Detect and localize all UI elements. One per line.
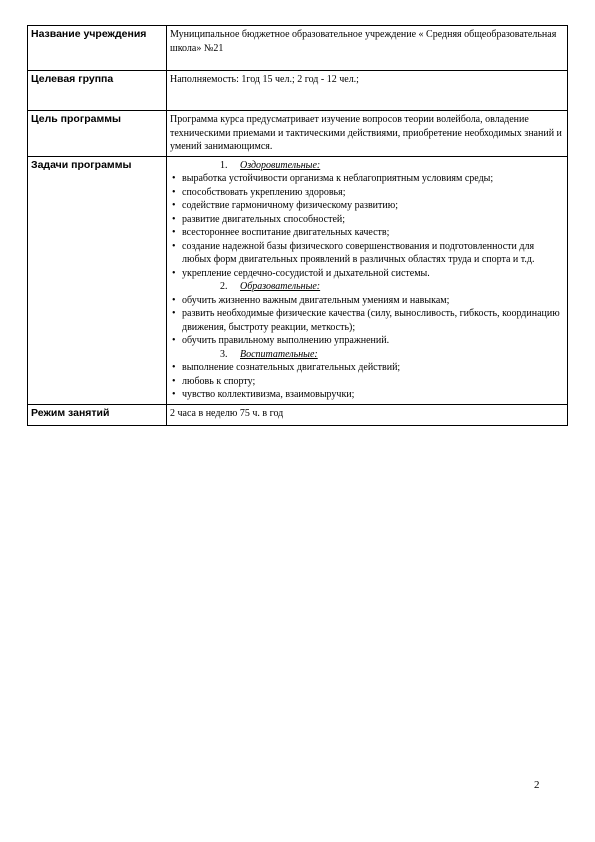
row-label-program-tasks: Задачи программы — [28, 156, 167, 404]
row-value-program-tasks — [167, 156, 568, 404]
list-item: • развить необходимые физические качества (силу, выносливость, гибкость, координацию движения, быстроту реакции, меткость); — [170, 307, 564, 334]
list-item: • создание надежной базы физического совершенствования и подготовленности для любых форм двигательных проявлений в различных областях труда и спорта и т.д. — [170, 240, 564, 267]
row-value-institution: Муниципальное бюджетное образовательное учреждение « Средняя общеобразовательная школа» №21 — [167, 26, 568, 71]
page-number: 2 — [534, 779, 540, 791]
task-list-educational — [170, 294, 564, 348]
task-list-health — [170, 172, 564, 280]
task-section-title: 1. Оздоровительные: — [220, 159, 321, 171]
table-row — [28, 111, 568, 157]
row-label-institution: Название учреждения — [28, 26, 167, 71]
list-item: • выполнение сознательных двигательных действий; — [170, 361, 564, 375]
table-row — [28, 404, 568, 425]
row-label-program-goal: Цель программы — [28, 111, 167, 157]
row-value-schedule: 2 часа в неделю 75 ч. в год — [167, 404, 568, 425]
row-value-program-goal: Программа курса предусматривает изучение вопросов теории волейбола, овладение техническими приемами и тактическими действиями, приобретение необходимых знаний и умений занимающимся. — [167, 111, 568, 157]
row-value-target-group: Наполняемость: 1год 15 чел.; 2 год - 12 чел.; — [167, 71, 568, 111]
list-item: • любовь к спорту; — [170, 375, 564, 389]
table-row — [28, 156, 568, 404]
list-item: • выработка устойчивости организма к неблагоприятным условиям среды; — [170, 172, 564, 186]
program-info-table — [27, 25, 568, 426]
task-section-title: 3. Воспитательные: — [220, 348, 318, 360]
row-label-target-group: Целевая группа — [28, 71, 167, 111]
task-list-upbringing — [170, 361, 564, 402]
list-item: • всестороннее воспитание двигательных качеств; — [170, 226, 564, 240]
table-row — [28, 26, 568, 71]
list-item: • обучить жизненно важным двигательным умениям и навыкам; — [170, 294, 564, 308]
list-item: • развитие двигательных способностей; — [170, 213, 564, 227]
list-item: • обучить правильному выполнению упражнений. — [170, 334, 564, 348]
list-item: • способствовать укреплению здоровья; — [170, 186, 564, 200]
task-section-title: 2. Образовательные: — [220, 281, 321, 292]
list-item: • содействие гармоничному физическому развитию; — [170, 199, 564, 213]
table-row — [28, 71, 568, 111]
list-item: • чувство коллективизма, взаимовыручки; — [170, 388, 564, 402]
list-item: • укрепление сердечно-сосудистой и дыхательной системы. — [170, 267, 564, 281]
row-label-schedule: Режим занятий — [28, 404, 167, 425]
